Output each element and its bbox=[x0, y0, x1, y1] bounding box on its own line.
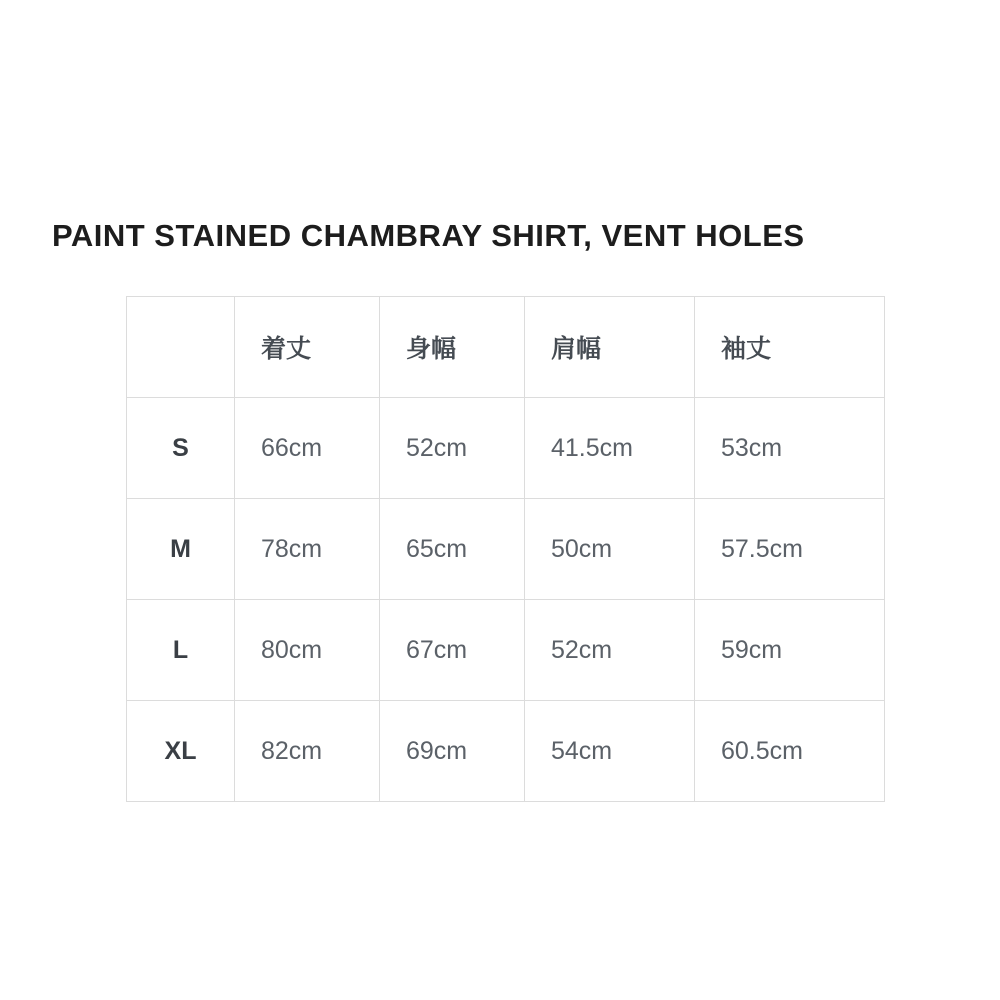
cell-length: 78cm bbox=[235, 499, 380, 600]
table-row bbox=[127, 398, 885, 499]
size-table-container bbox=[126, 296, 884, 802]
size-table bbox=[126, 296, 885, 802]
row-size-label: M bbox=[127, 499, 235, 600]
column-header-shoulder-width: 肩幅 bbox=[525, 297, 695, 398]
cell-length: 80cm bbox=[235, 600, 380, 701]
row-size-label: L bbox=[127, 600, 235, 701]
column-header-sleeve-length: 袖丈 bbox=[695, 297, 885, 398]
cell-chest-width: 65cm bbox=[380, 499, 525, 600]
page-title: PAINT STAINED CHAMBRAY SHIRT, VENT HOLES bbox=[52, 218, 805, 253]
cell-shoulder-width: 54cm bbox=[525, 701, 695, 802]
cell-length: 82cm bbox=[235, 701, 380, 802]
row-size-label: XL bbox=[127, 701, 235, 802]
column-header-length: 着丈 bbox=[235, 297, 380, 398]
table-row bbox=[127, 701, 885, 802]
table-corner-cell bbox=[127, 297, 235, 398]
table-row bbox=[127, 600, 885, 701]
row-size-label: S bbox=[127, 398, 235, 499]
cell-chest-width: 69cm bbox=[380, 701, 525, 802]
table-header-row bbox=[127, 297, 885, 398]
cell-chest-width: 52cm bbox=[380, 398, 525, 499]
cell-chest-width: 67cm bbox=[380, 600, 525, 701]
table-body bbox=[127, 398, 885, 802]
cell-sleeve-length: 53cm bbox=[695, 398, 885, 499]
cell-length: 66cm bbox=[235, 398, 380, 499]
table-row bbox=[127, 499, 885, 600]
cell-sleeve-length: 60.5cm bbox=[695, 701, 885, 802]
cell-shoulder-width: 41.5cm bbox=[525, 398, 695, 499]
cell-shoulder-width: 52cm bbox=[525, 600, 695, 701]
cell-sleeve-length: 59cm bbox=[695, 600, 885, 701]
cell-shoulder-width: 50cm bbox=[525, 499, 695, 600]
cell-sleeve-length: 57.5cm bbox=[695, 499, 885, 600]
table-header bbox=[127, 297, 885, 398]
column-header-chest-width: 身幅 bbox=[380, 297, 525, 398]
